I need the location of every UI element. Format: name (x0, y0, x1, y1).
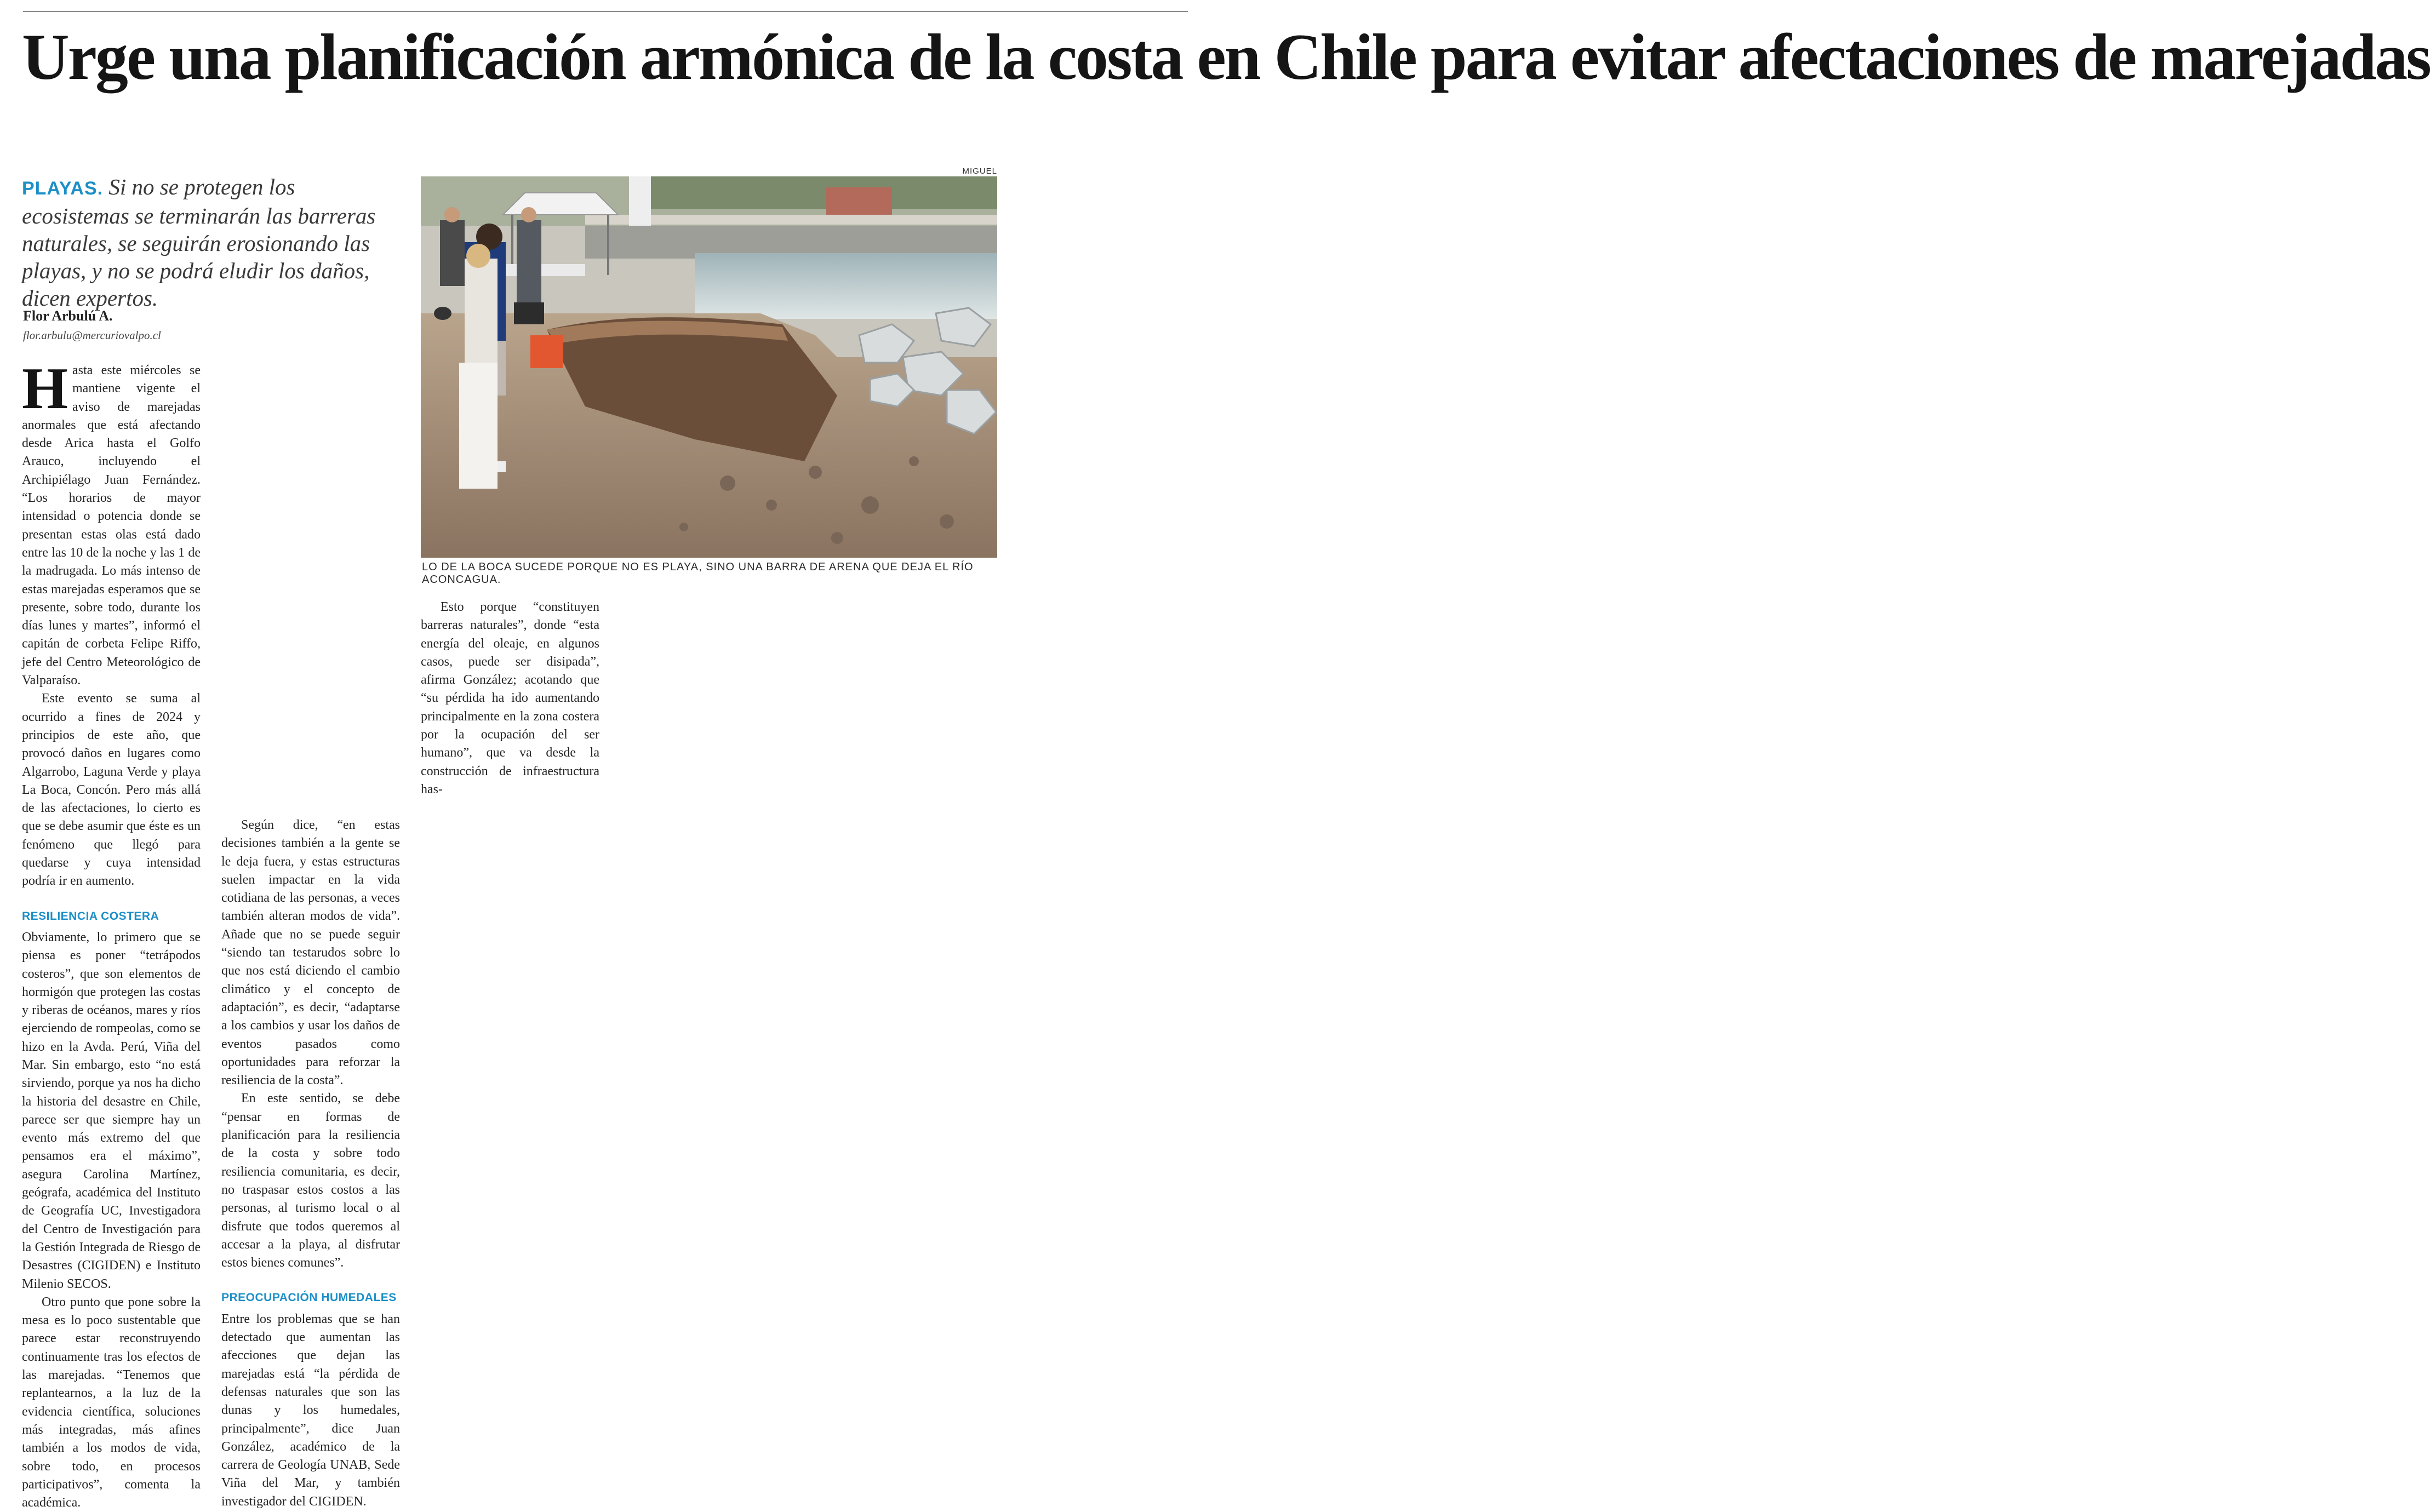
drop-cap: H (22, 356, 68, 421)
photo-caption: LO DE LA BOCA SUCEDE PORQUE NO ES PLAYA, SINO UNA BARRA DE ARENA QUE DEJA EL RÍO ACONCAGUA. (422, 561, 974, 586)
paragraph-3: Obviamente, lo primero que se piensa es poner “tetrápodos costeros”, que son elementos de hormigón que protegen las costas y riberas de océanos, mares y ríos ejerciendo de rompeolas, como se hizo en la Avda. Perú, Viña del Mar. Sin embargo, esto “no está sirviendo, porque ya nos ha dicho la historia del desastre en Chile, parece ser que siempre hay un evento más extremo del que pensamos era el máximo”, asegura Carolina Martínez, geógrafa, académica del Instituto de Geografía UC, Investigadora del Centro de Investigación para la Gestión Integrada de Riesgo de Desastres (CIGIDEN) e Instituto Milenio SECOS. (22, 930, 201, 1291)
article-photo (421, 176, 997, 558)
beach-erosion-photo (421, 176, 997, 558)
deck (22, 173, 403, 312)
subhead-resiliencia-costera: RESILIENCIA COSTERA (22, 909, 159, 923)
headline: Urge una planificación armónica de la costa en Chile para evitar afectaciones de marejadas (22, 20, 2430, 93)
deck-text: Si no se protegen los ecosistemas se terminarán las barreras naturales, se seguirán erosionando las playas, y no se podrá eludir los daños, dicen expertos. (22, 174, 376, 311)
paragraph-6: En este sentido, se debe “pensar en formas de planificación para la resiliencia de la costa y sobre todo resiliencia comunitaria, es decir, no traspasar estos costos a las personas, al turismo local o al disfrute que todos queremos al accesar a la playa, al disfrutar estos bienes comunes”. (221, 1091, 400, 1270)
paragraph-8: Esto porque “constituyen barreras naturales”, donde “esta energía del oleaje, en algunos casos, puede ser disipada”, afirma González; acotando que “su pérdida ha ido aumentando principalmente en la zona costera por la ocupación del ser humano”, que va desde la construcción de infraestructura has- (421, 600, 599, 797)
paragraph-5: Según dice, “en estas decisiones también a la gente se le deja fuera, y estas estructuras suelen impactar en la vida cotidiana de las personas, a veces también alteran modos de vida”. Añade que no se puede seguir “siendo tan testarudos sobre lo que nos está diciendo el cambio climático y el concepto de adaptación”, es decir, “adaptarse a los cambios y usar los daños de eventos pasados como oportunidades para reforzar la resiliencia de la costa”. (221, 818, 400, 1088)
author-email[interactable]: flor.arbulu@mercuriovalpo.cl (23, 329, 161, 342)
paragraph-7: Entre los problemas que se han detectado que aumentan las afecciones que dejan las marejadas está “la pérdida de defensas naturales que son las dunas y los humedales, principalmente”, dice Juan González, académico de la carrera de Geología UNAB, Sede Viña del Mar, y también investigador del CIGIDEN. (221, 1311, 400, 1509)
byline: Flor Arbulú A. (23, 308, 113, 324)
kicker: PLAYAS. (22, 178, 104, 199)
subhead-preocupacion-humedales: PREOCUPACIÓN HUMEDALES (221, 1291, 397, 1304)
paragraph-1-text: asta este miércoles se mantiene vigente el aviso de marejadas anormales que está afectando desde Arica hasta el Golfo Arauco, incluyendo el Archipiélago Juan Fernández. “Los horarios de mayor intensidad o potencia donde se presentan estas olas está dado entre las 10 de la noche y las 1 de la madrugada. Lo más intenso de estas marejadas esperamos que se presente, sobre todo, durante los días lunes y martes”, informó el capitán de corbeta Felipe Riffo, jefe del Centro Meteorológico de Valparaíso. (22, 363, 201, 688)
body-column-1 (22, 356, 201, 1512)
top-rule (23, 11, 1188, 12)
paragraph-1 (22, 356, 201, 690)
body-column-3 (421, 598, 599, 799)
body-column-2 (221, 816, 400, 1511)
photo-credit: MIGUEL (962, 167, 997, 176)
paragraph-2: Este evento se suma al ocurrido a fines de 2024 y principios de este año, que provocó daños en lugares como Algarrobo, Laguna Verde y playa La Boca, Concón. Pero más allá de las afectaciones, lo cierto es que se debe asumir que éste es un fenómeno que llegó para quedarse y cuya intensidad podría ir en aumento. (22, 691, 201, 889)
paragraph-4: Otro punto que pone sobre la mesa es lo poco sustentable que parece estar reconstruyendo continuamente tras los efectos de las marejadas. “Tenemos que replantearnos, a la luz de la evidencia científica, soluciones más integradas, más afines también a los modos de vida, sobre todo, en procesos participativos”, comenta la académica. (22, 1295, 201, 1510)
